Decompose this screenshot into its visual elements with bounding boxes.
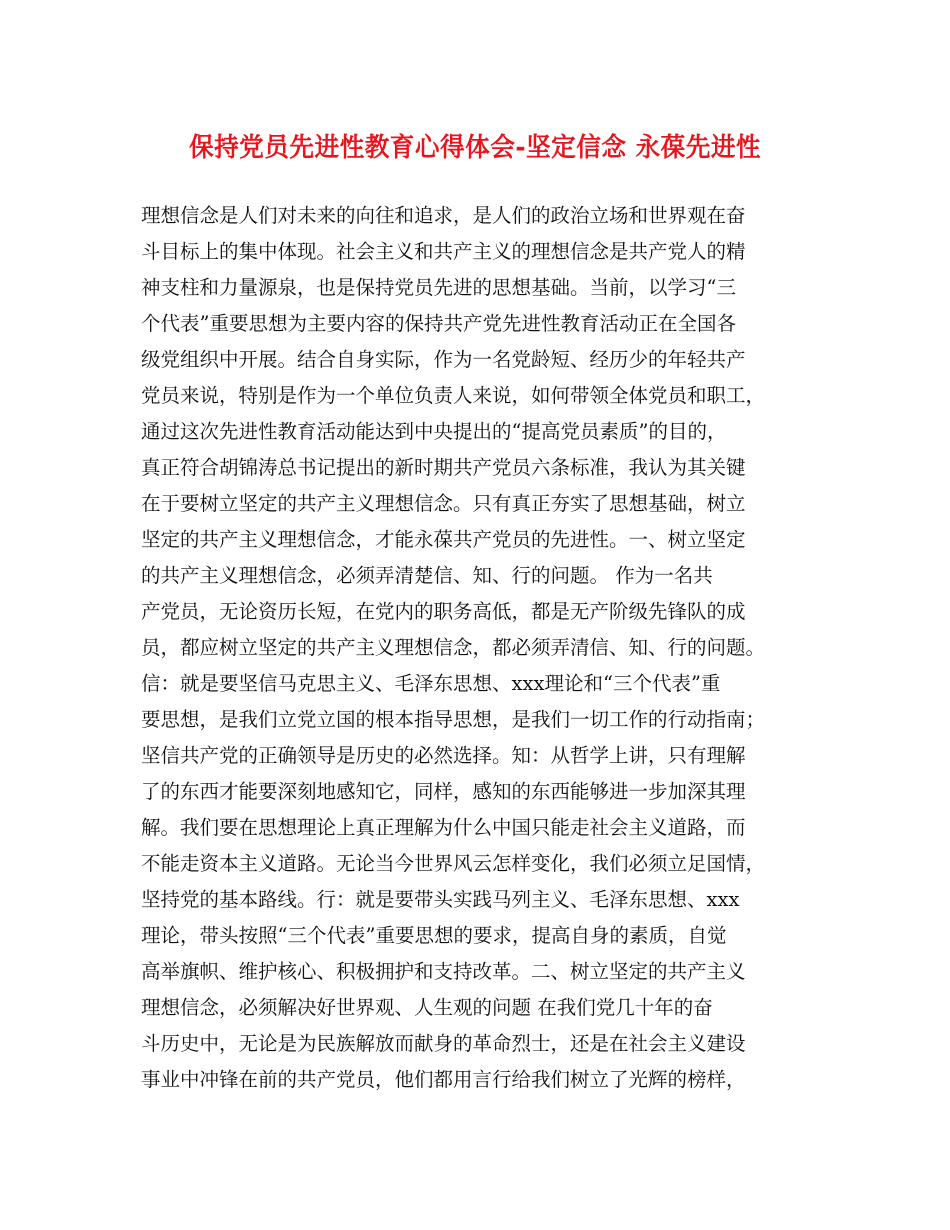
body-line: 斗历史中，无论是为民族解放而献身的革命烈士，还是在社会主义建设 [141, 1032, 746, 1055]
body-line: 不能走资本主义道路。无论当今世界风云怎样变化，我们必须立足国情， [141, 852, 766, 875]
body-line: 斗目标上的集中体现。社会主义和共产主义的理想信念是共产党人的精 [141, 240, 746, 263]
body-line: 坚信共产党的正确领导是历史的必然选择。知：从哲学上讲，只有理解 [141, 744, 746, 767]
body-line: 通过这次先进性教育活动能达到中央提出的“提高党员素质”的目的， [141, 420, 727, 443]
body-line: 要思想，是我们立党立国的根本指导思想，是我们一切工作的行动指南； [141, 708, 766, 731]
body-line: 了的东西才能要深刻地感知它，同样，感知的东西能够进一步加深其理 [141, 780, 746, 803]
body-line: 高举旗帜、维护核心、积极拥护和支持改革。二、树立坚定的共产主义 [141, 960, 746, 983]
body-line: 理论，带头按照“三个代表”重要思想的要求，提高自身的素质，自觉 [141, 924, 727, 947]
body-line: 个代表”重要思想为主要内容的保持共产党先进性教育活动正在全国各 [141, 312, 736, 335]
body-line: 坚定的共产主义理想信念，才能永葆共产党员的先进性。一、树立坚定 [141, 528, 746, 551]
body-line: 理想信念，必须解决好世界观、人生观的问题 在我们党几十年的奋 [141, 996, 713, 1019]
document-title: 保持党员先进性教育心得体会-坚定信念 永葆先进性 [188, 133, 762, 163]
body-line: 解。我们要在思想理论上真正理解为什么中国只能走社会主义道路，而 [141, 816, 746, 839]
body-line: 员，都应树立坚定的共产主义理想信念，都必须弄清信、知、行的问题。 [141, 636, 766, 659]
body-line: 在于要树立坚定的共产主义理想信念。只有真正夯实了思想基础，树立 [141, 492, 746, 515]
body-line: 党员来说，特别是作为一个单位负责人来说，如何带领全体党员和职工， [141, 384, 766, 407]
body-line: 产党员，无论资历长短，在党内的职务高低，都是无产阶级先锋队的成 [141, 600, 746, 623]
body-line: 级党组织中开展。结合自身实际，作为一名党龄短、经历少的年轻共产 [141, 348, 746, 371]
body-line: 坚持党的基本路线。行：就是要带头实践马列主义、毛泽东思想、xxx [141, 888, 740, 911]
body-line: 理想信念是人们对未来的向往和追求，是人们的政治立场和世界观在奋 [141, 204, 746, 227]
body-line: 神支柱和力量源泉，也是保持党员先进的思想基础。当前，以学习“三 [141, 276, 736, 299]
body-line: 事业中冲锋在前的共产党员，他们都用言行给我们树立了光辉的榜样， [141, 1068, 746, 1091]
body-line: 真正符合胡锦涛总书记提出的新时期共产党员六条标准，我认为其关键 [141, 456, 746, 479]
body-line: 的共产主义理想信念，必须弄清楚信、知、行的问题。 作为一名共 [141, 564, 713, 587]
body-line: 信：就是要坚信马克思主义、毛泽东思想、xxx理论和“三个代表”重 [141, 672, 721, 695]
